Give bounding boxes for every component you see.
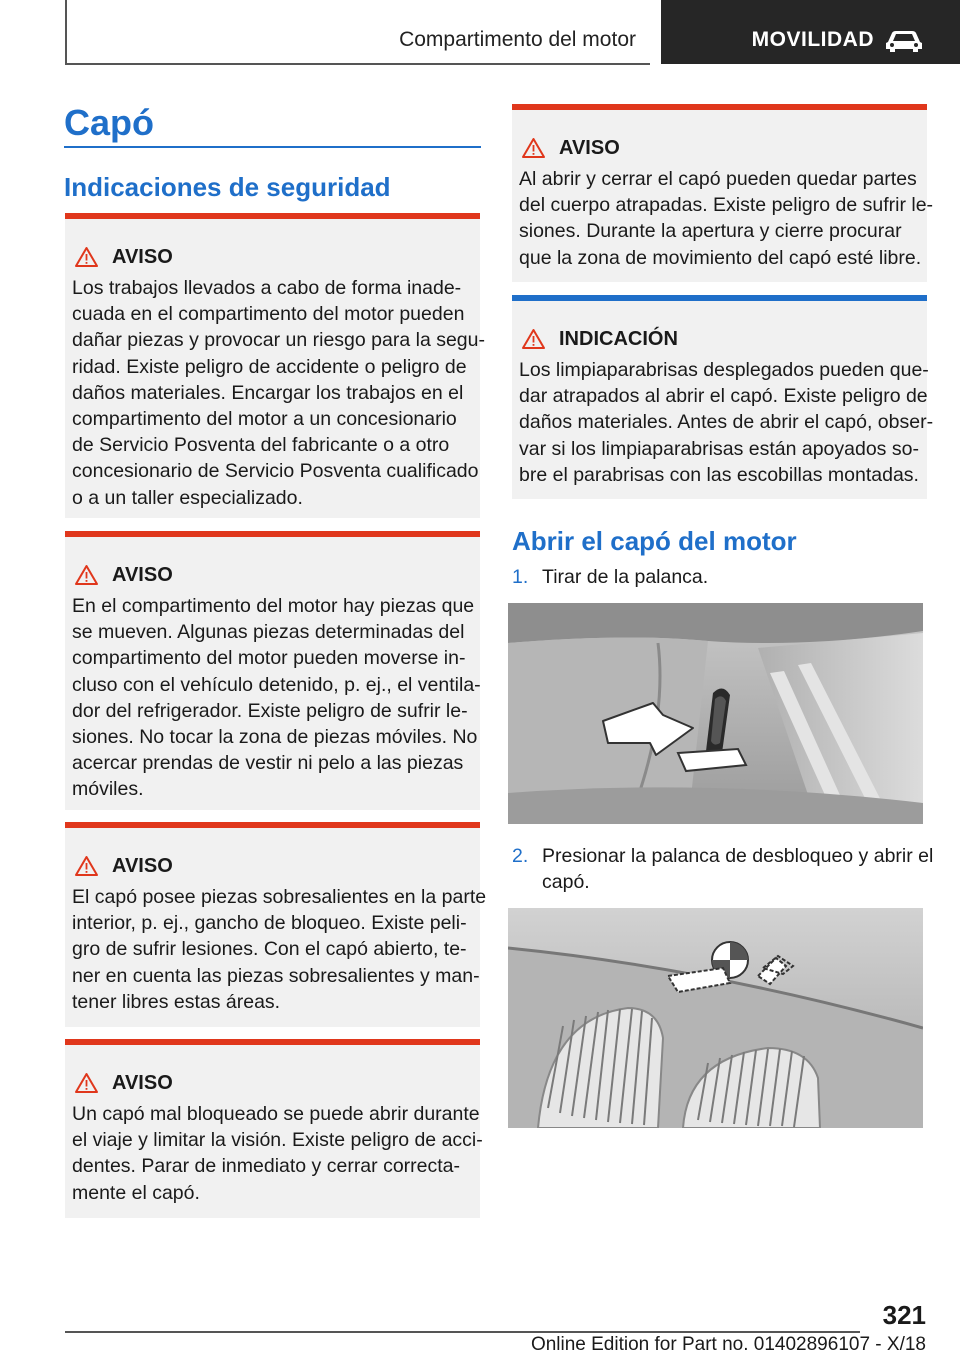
- notice-type: AVISO: [112, 564, 173, 586]
- warning-triangle-icon: [74, 246, 99, 268]
- notice-box: [65, 531, 480, 810]
- notice-text: Los limpiaparabrisas desplegados pueden que- dar atrapados al abrir el capó. Existe peligro de daños materiales. Antes de abrir el capó, obser- var si los limpiaparabrisas están apoyados so- bre el parabrisas con las escobillas montadas.: [519, 359, 934, 486]
- warning-triangle-icon: [74, 1072, 99, 1094]
- safety-heading: Indicaciones de seguridad: [64, 172, 391, 202]
- notice-bar: [65, 531, 480, 537]
- footer-edition: Online Edition for Part no. 01402896107 - X/18: [530, 1334, 926, 1355]
- step-text: capó.: [542, 871, 590, 893]
- notice-type: AVISO: [112, 1072, 173, 1094]
- step-number: 2.: [512, 845, 529, 867]
- page-title: Capó: [64, 102, 154, 143]
- hood-latch-image: [508, 908, 923, 1128]
- notice-box: [65, 822, 487, 1027]
- notice-text: Un capó mal bloqueado se puede abrir durante el viaje y limitar la visión. Existe peligro de acci- dentes. Parar de inmediato y cerrar correcta- mente el capó.: [72, 1103, 483, 1204]
- notice-text: El capó posee piezas sobresalientes en la parte interior, p. ej., gancho de bloqueo. Existe peli- gro de sufrir lesiones. Con el capó abierto, te- ner en cuenta las piezas sobresalientes y man- tener libres estas áreas.: [72, 886, 487, 1013]
- step-text: Tirar de la palanca.: [542, 566, 709, 588]
- notice-type: AVISO: [112, 855, 173, 877]
- notice-box: [65, 213, 485, 518]
- notice-type: AVISO: [112, 246, 173, 268]
- warning-triangle-icon: [74, 564, 99, 586]
- footer-rule: [65, 1331, 860, 1333]
- car-icon: [882, 26, 926, 54]
- hood-release-lever-image: [508, 603, 923, 824]
- notice-type: INDICACIÓN: [559, 328, 678, 350]
- notice-box: [65, 1039, 483, 1218]
- warning-triangle-icon: [74, 855, 99, 877]
- notice-bar: [65, 822, 480, 828]
- step-text: Presionar la palanca de desbloqueo y abrir el: [542, 845, 934, 867]
- info-triangle-icon: [521, 328, 546, 350]
- step-number: 1.: [512, 566, 529, 588]
- notice-bar: [65, 213, 480, 219]
- page-number: 321: [882, 1300, 926, 1330]
- notice-bar: [512, 295, 927, 301]
- title-rule: [64, 146, 481, 148]
- header-chapter-title: MOVILIDAD: [751, 28, 874, 51]
- notice-bar: [65, 1039, 480, 1045]
- header-divider: [65, 0, 67, 64]
- notice-type: AVISO: [559, 137, 620, 159]
- open-hood-heading: Abrir el capó del motor: [512, 526, 797, 556]
- notice-text: Al abrir y cerrar el capó pueden quedar partes del cuerpo atrapadas. Existe peligro de sufrir le- siones. Durante la apertura y cierre procurar que la zona de movimiento del capó esté libre.: [519, 168, 934, 269]
- notice-bar: [512, 104, 927, 110]
- notice-text: Los trabajos llevados a cabo de forma inade- cuada en el compartimento del motor pueden dañar piezas y provocar un riesgo para la segu- ridad. Existe peligro de accidente o peligro de daños materiales. Encargar los trabajos en el compartimento del motor a un concesionario de Servicio Posventa del fabricante o a otro concesionario de Servicio Posventa cualificado o a un taller especializado.: [72, 277, 485, 509]
- header-underline: [65, 63, 650, 65]
- warning-triangle-icon: [521, 137, 546, 159]
- notice-text: En el compartimento del motor hay piezas que se mueven. Algunas piezas determinadas del compartimento del motor pueden moverse in- cluso con el vehículo detenido, p. ej., el ventila- dor del refrigerador. Existe peligro de sufrir le- siones. No tocar la zona de piezas móviles. No acercar prendas de vestir ni pelo a las piezas móviles.: [72, 595, 481, 801]
- header-section-title: Compartimento del motor: [399, 28, 636, 51]
- info-box: [512, 295, 934, 499]
- notice-box: [512, 104, 934, 282]
